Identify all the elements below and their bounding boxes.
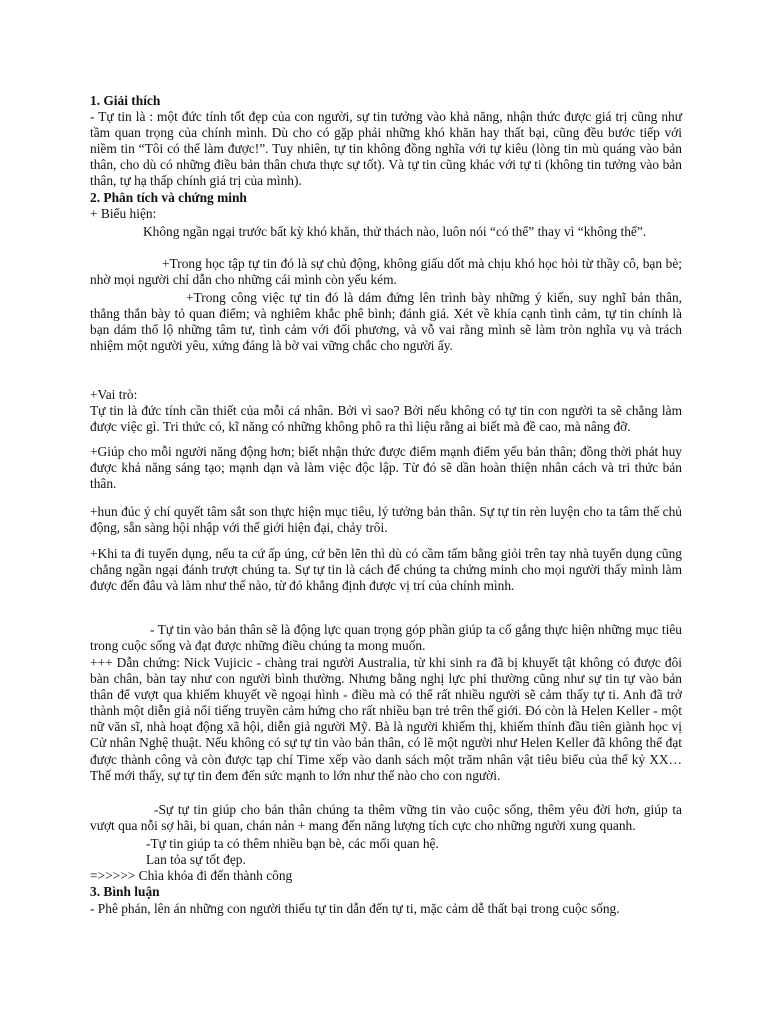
label-bieu-hien: + Biểu hiện: <box>90 206 157 221</box>
paragraph-vai-tro: Tự tin là đức tính cần thiết của mỗi cá nhân. Bởi vì sao? Bởi nếu không có tự tin con người ta sẽ chẳng làm được việc gì. Tri thức có, kĩ năng có những không phô ra thì liệu rằng ai biết mà đề cao, mà nâng đỡ. <box>90 403 682 435</box>
heading-giai-thich: 1. Giải thích <box>90 93 161 108</box>
paragraph-phe-phan: - Phê phán, lên án những con người thiếu tự tin dẫn đến tự ti, mặc cảm dễ thất bại trong cuộc sống. <box>90 901 620 916</box>
paragraph-chia-khoa: =>>>>> Chìa khóa đi đến thành công <box>90 868 293 883</box>
paragraph-lan-toa: Lan tỏa sự tốt đẹp. <box>146 852 246 867</box>
paragraph-dong-luc: - Tự tin vào bản thân sẽ là động lực quan trọng góp phần giúp ta cố gắng thực hiện những mục tiêu trong cuộc sống và đạt được những điều chúng ta mong muốn. <box>90 622 682 654</box>
paragraph-hun-duc: +hun đúc ý chí quyết tâm sắt son thực hiện mục tiêu, lý tưởng bản thân. Sự tự tin rèn luyện cho ta tâm thế chủ động, sẵn sàng hội nhập với thế giới hiện đại, chảy trôi. <box>90 504 682 536</box>
paragraph-hoc-tap: +Trong học tập tự tin đó là sự chủ động, không giấu dốt mà chịu khó học hỏi từ thầy cô, bạn bè; nhờ mọi người chỉ dẫn cho những cái mình còn yếu kém. <box>90 256 682 288</box>
paragraph-vung-tin: -Sự tự tin giúp cho bản thân chúng ta thêm vững tin vào cuộc sống, thêm yêu đời hơn, giúp ta vượt qua nỗi sợ hãi, bi quan, chán nản + mang đến năng lượng tích cực cho những người xung quanh. <box>90 802 682 834</box>
heading-binh-luan: 3. Bình luận <box>90 884 160 899</box>
paragraph-definition: - Tự tin là : một đức tính tốt đẹp của con người, sự tin tưởng vào khả năng, nhận thức được giá trị cũng như tầm quan trọng của chính mình. Dù cho có gặp phải những khó khăn hay thất bại, cũng đều bước tiếp với niềm tin “Tôi có thể làm được!”. Tuy nhiên, tự tin không đồng nghĩa với tự kiêu (lòng tin mù quáng vào bản thân, cho dù có những điều bản thân chưa thực sự tốt). Và tự tin cũng khác với tự ti (không tin tưởng vào bản thân, tự hạ thấp chính giá trị của mình). <box>90 109 682 189</box>
paragraph-dan-chung: +++ Dẫn chứng: Nick Vujicic - chàng trai người Australia, từ khi sinh ra đã bị khuyết tật không có được đôi bàn chân, bàn tay như con người bình thường. Nhưng bằng nghị lực phi thường cũng như sự tin tự vào bản thân để vượt qua khiếm khuyết về ngoại hình - điều mà có thể rất nhiều người sẽ cảm thấy tự ti. Anh đã trở thành một diễn giả nổi tiếng truyền cảm hứng cho rất nhiều bạn trẻ trên thế giới. Đó còn là Helen Keller - một nữ văn sĩ, nhà hoạt động xã hội, diễn giả người Mỹ. Bà là người khiếm thị, khiếm thính đầu tiên giành học vị Cử nhân Nghệ thuật. Nếu không có sự tự tin vào bản thân, có lẽ một người như Helen Keller đã không thể đạt được thành công và còn được tạp chí Time xếp vào danh sách một trăm nhân vật tiêu biểu của thế kỷ XX… Thế mới thấy, sự tự tin đem đến sức mạnh to lớn như thế nào cho con người. <box>90 655 682 783</box>
paragraph-giup-nang-dong: +Giúp cho mỗi người năng động hơn; biết nhận thức được điểm mạnh điểm yếu bản thân; đồng thời phát huy được khả năng sáng tạo; mạnh dạn và làm việc độc lập. Từ đó sẽ dần hoàn thiện nhân cách và tri thức bản thân. <box>90 444 682 492</box>
label-vai-tro: +Vai trò: <box>90 387 138 402</box>
paragraph-cong-viec: +Trong công việc tự tin đó là dám đứng lên trình bày những ý kiến, suy nghĩ bản thân, thẳng thắn bày tỏ quan điểm; và nghiêm khắc phê bình; đánh giá. Xét về khía cạnh tình cảm, tự tin chính là bạn dám thổ lộ những tâm tư, tình cảm với đối phương, và vỗ vai rằng mình sẽ làm tròn nghĩa vụ và trách nhiệm một người yêu, xứng đáng là bờ vai vững chắc cho người ấy. <box>90 290 682 354</box>
paragraph-khong-ngan-ngai: Không ngần ngại trước bất kỳ khó khăn, thử thách nào, luôn nói “có thể” thay vì “không thể”. <box>143 224 647 239</box>
paragraph-ban-be: -Tự tin giúp ta có thêm nhiều bạn bè, các mối quan hệ. <box>146 836 439 851</box>
paragraph-tuyen-dung: +Khi ta đi tuyển dụng, nếu ta cứ ấp úng, cứ bẽn lẽn thì dù có cầm tấm bằng giỏi trên tay nhà tuyển dụng cũng chẳng ngần ngại đánh trượt chúng ta. Sự tự tin là cách để chúng ta chứng minh cho mọi người thấy mình làm được đến đâu và làm như thế nào, từ đó khẳng định được vị trí của chính mình. <box>90 546 682 594</box>
heading-phan-tich: 2. Phân tích và chứng minh <box>90 190 247 205</box>
